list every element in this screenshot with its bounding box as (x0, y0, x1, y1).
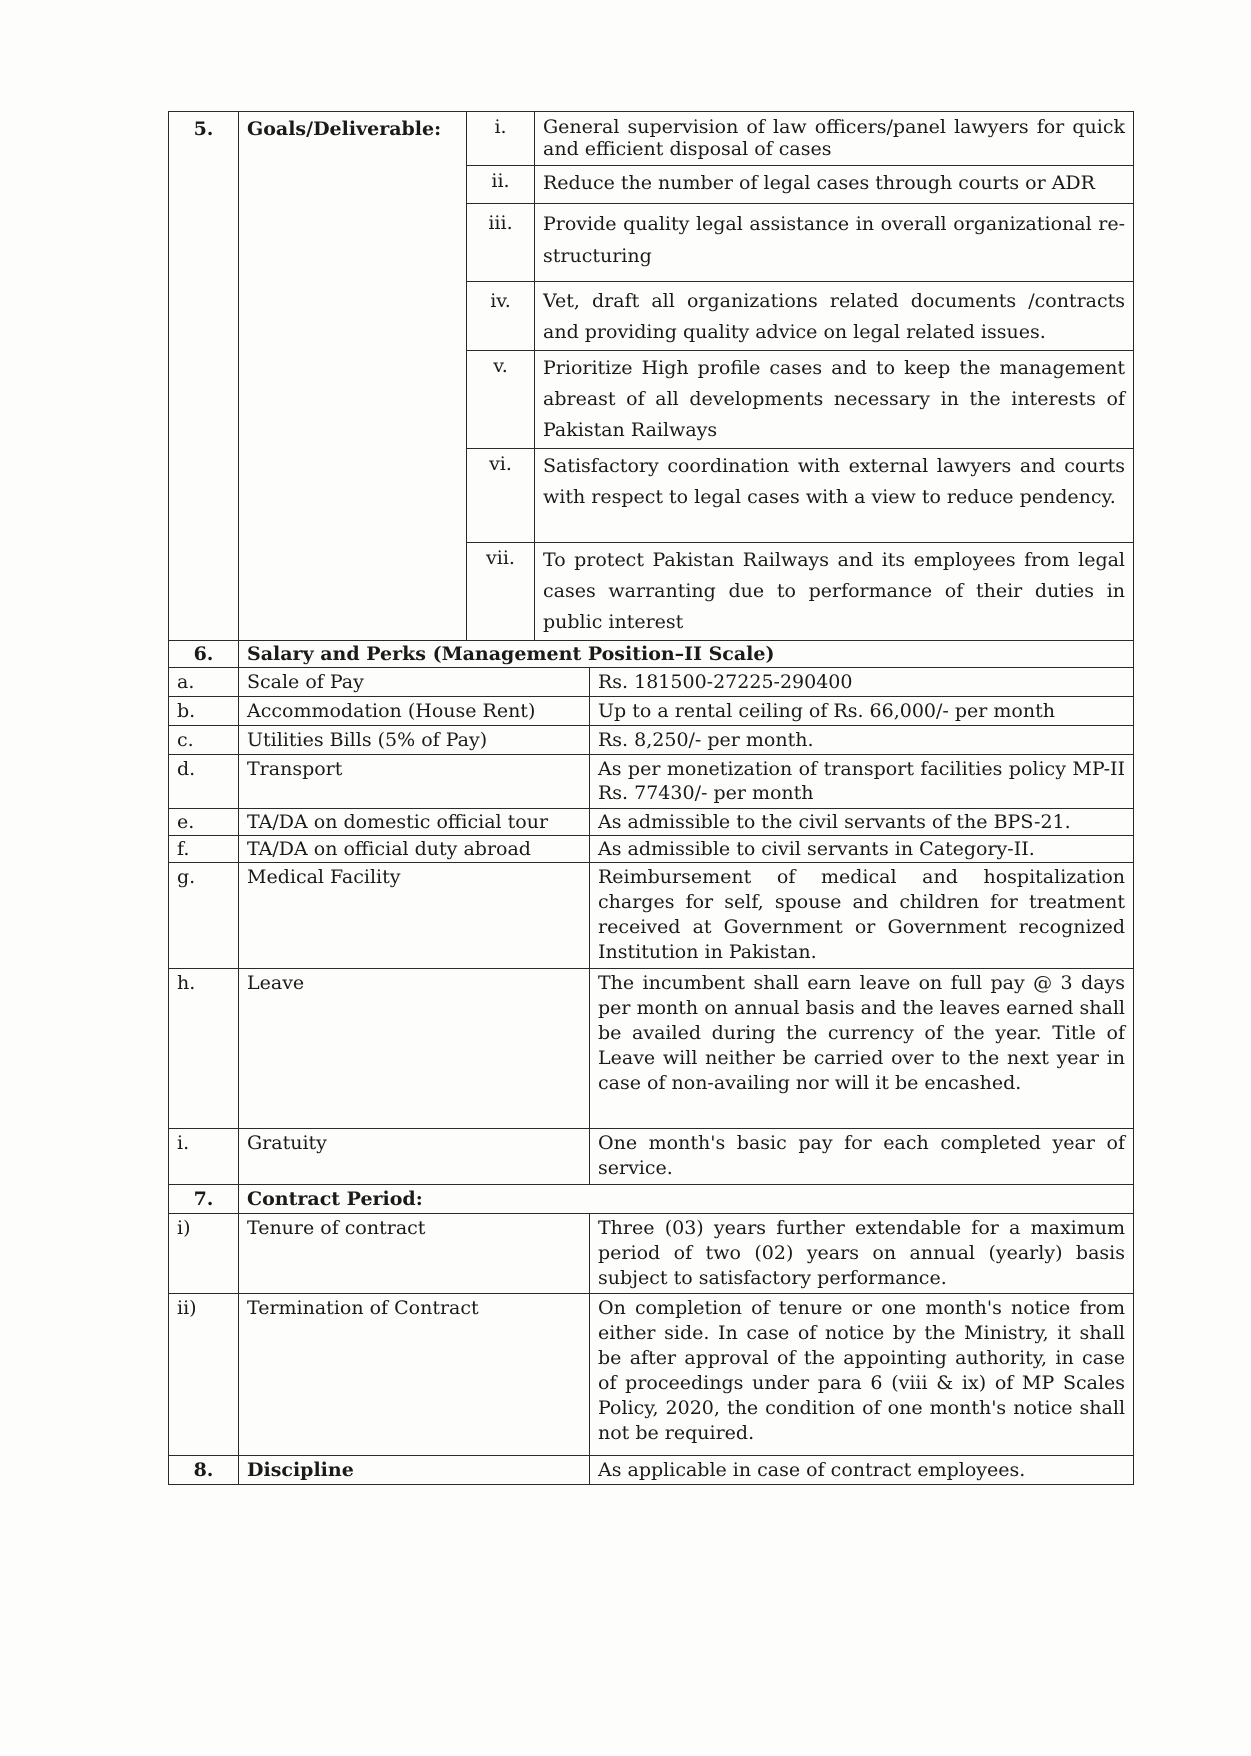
perk-row-b (169, 697, 1134, 726)
contract-letter: i) (169, 1214, 239, 1294)
goal-numeral: ii. (467, 166, 535, 204)
perk-value: As admissible to the civil servants of the BPS-21. (590, 809, 1134, 836)
contract-value: Three (03) years further extendable for a maximum period of two (02) years on annual (yearly) basis subject to satisfactory performance. (590, 1214, 1134, 1294)
goal-row-i (169, 112, 1134, 166)
perk-label: TA/DA on domestic official tour (239, 809, 590, 836)
section-7-number: 7. (169, 1185, 239, 1214)
perk-letter: f. (169, 836, 239, 863)
perk-row-c (169, 726, 1134, 755)
goal-numeral: v. (467, 351, 535, 449)
section-8-row (169, 1456, 1134, 1485)
goal-text: Reduce the number of legal cases through courts or ADR (535, 166, 1134, 204)
contract-value: On completion of tenure or one month's notice from either side. In case of notice by the Ministry, it shall be after approval of the appointing authority, in case of proceedings under para 6 (viii & ix) of MP Scales Policy, 2020, the condition of one month's notice shall not be required. (590, 1294, 1134, 1456)
contract-row-ii (169, 1294, 1134, 1456)
goal-numeral: iv. (467, 282, 535, 351)
section-7-header (169, 1185, 1134, 1214)
perk-value: Reimbursement of medical and hospitalization charges for self, spouse and children for treatment received at Government or Government recognized Institution in Pakistan. (590, 863, 1134, 969)
section-5-heading: Goals/Deliverable: (239, 112, 467, 641)
goal-numeral: i. (467, 112, 535, 166)
perk-letter: i. (169, 1129, 239, 1185)
perk-letter: g. (169, 863, 239, 969)
perk-value: Rs. 181500-27225-290400 (590, 668, 1134, 697)
goal-numeral: vii. (467, 543, 535, 641)
contract-letter: ii) (169, 1294, 239, 1456)
goal-numeral: vi. (467, 449, 535, 543)
goal-text: General supervision of law officers/panel lawyers for quick and efficient disposal of cases (535, 112, 1134, 166)
goal-text: Vet, draft all organizations related documents /contracts and providing quality advice on legal related issues. (535, 282, 1134, 351)
goal-text: Satisfactory coordination with external lawyers and courts with respect to legal cases with a view to reduce pendency. (535, 449, 1134, 543)
goal-text: Prioritize High profile cases and to keep the management abreast of all developments necessary in the interests of Pakistan Railways (535, 351, 1134, 449)
perk-letter: b. (169, 697, 239, 726)
perk-label: TA/DA on official duty abroad (239, 836, 590, 863)
perk-label: Medical Facility (239, 863, 590, 969)
perk-value: As admissible to civil servants in Category-II. (590, 836, 1134, 863)
perk-value: One month's basic pay for each completed year of service. (590, 1129, 1134, 1185)
perk-letter: d. (169, 755, 239, 809)
perk-label: Scale of Pay (239, 668, 590, 697)
perk-row-i (169, 1129, 1134, 1185)
terms-table (168, 111, 1134, 1485)
contract-label: Tenure of contract (239, 1214, 590, 1294)
section-6-header (169, 641, 1134, 668)
contract-label: Termination of Contract (239, 1294, 590, 1456)
perk-letter: a. (169, 668, 239, 697)
perk-row-a (169, 668, 1134, 697)
perk-row-f (169, 836, 1134, 863)
perk-row-h (169, 969, 1134, 1129)
goal-text: To protect Pakistan Railways and its employees from legal cases warranting due to performance of their duties in public interest (535, 543, 1134, 641)
document-page (168, 111, 1133, 1485)
perk-letter: h. (169, 969, 239, 1129)
perk-value: The incumbent shall earn leave on full pay @ 3 days per month on annual basis and the leaves earned shall be availed during the currency of the year. Title of Leave will neither be carried over to the next year in case of non-availing nor will it be encashed. (590, 969, 1134, 1129)
perk-label: Utilities Bills (5% of Pay) (239, 726, 590, 755)
perk-value: Up to a rental ceiling of Rs. 66,000/- per month (590, 697, 1134, 726)
section-7-heading: Contract Period: (239, 1185, 1134, 1214)
section-8-value: As applicable in case of contract employees. (590, 1456, 1134, 1485)
goal-numeral: iii. (467, 204, 535, 282)
section-6-heading: Salary and Perks (Management Position–II Scale) (239, 641, 1134, 668)
perk-row-d (169, 755, 1134, 809)
perk-value: Rs. 8,250/- per month. (590, 726, 1134, 755)
goal-text: Provide quality legal assistance in overall organizational re-structuring (535, 204, 1134, 282)
perk-label: Accommodation (House Rent) (239, 697, 590, 726)
section-5-number: 5. (169, 112, 239, 641)
perk-row-g (169, 863, 1134, 969)
perk-letter: c. (169, 726, 239, 755)
perk-label: Gratuity (239, 1129, 590, 1185)
perk-label: Transport (239, 755, 590, 809)
perk-value: As per monetization of transport facilities policy MP-II Rs. 77430/- per month (590, 755, 1134, 809)
perk-label: Leave (239, 969, 590, 1129)
contract-row-i (169, 1214, 1134, 1294)
section-8-number: 8. (169, 1456, 239, 1485)
section-6-number: 6. (169, 641, 239, 668)
perk-letter: e. (169, 809, 239, 836)
perk-row-e (169, 809, 1134, 836)
section-8-heading: Discipline (239, 1456, 590, 1485)
